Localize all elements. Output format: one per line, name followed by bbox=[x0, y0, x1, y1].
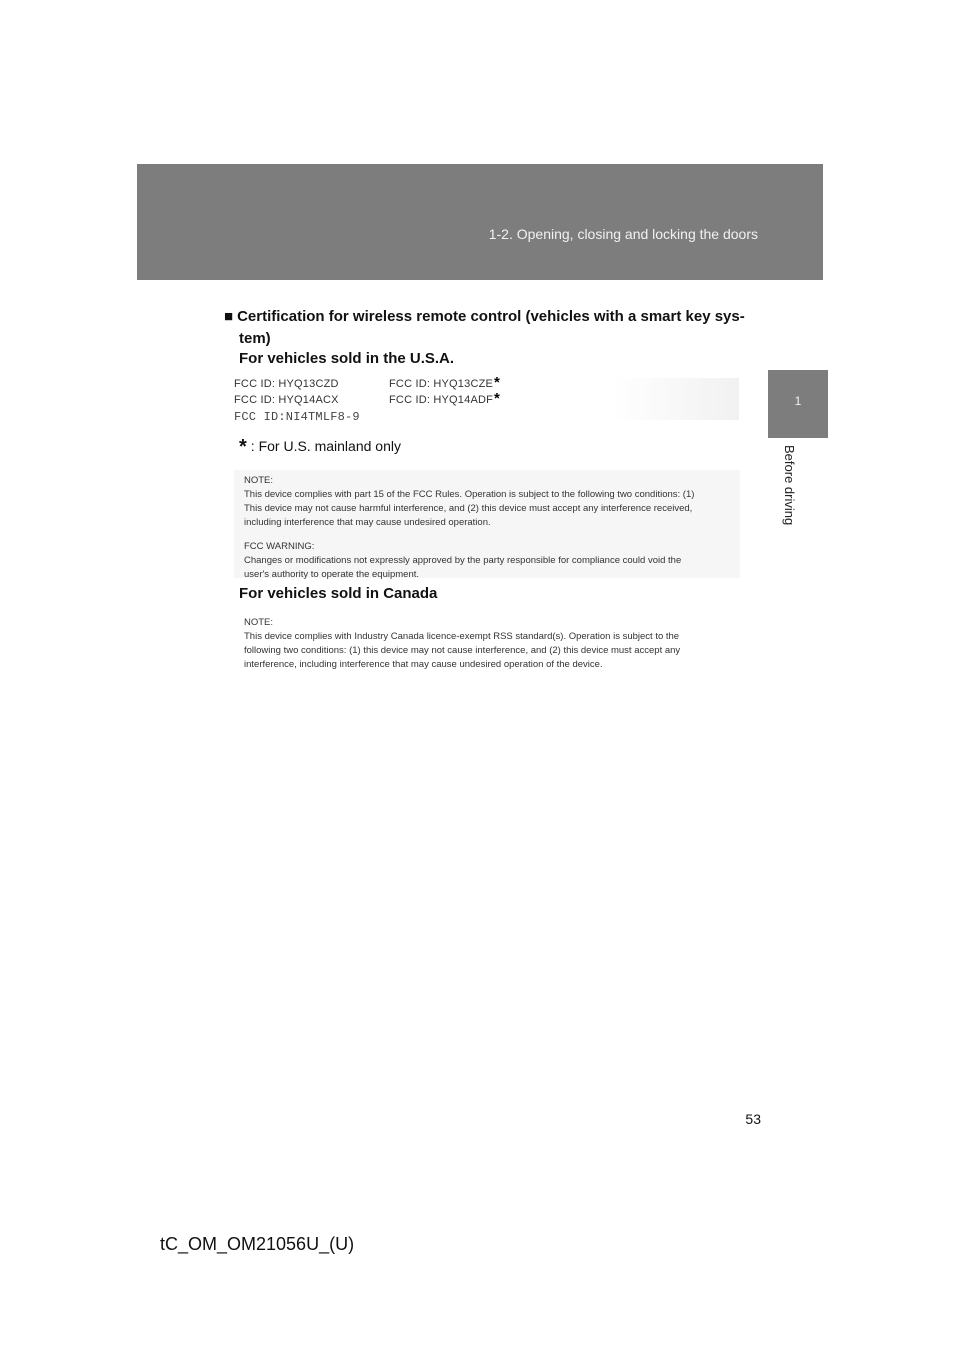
section-title: 1-2. Opening, closing and locking the doors bbox=[488, 226, 758, 242]
chapter-number: 1 bbox=[794, 394, 802, 408]
heading-line-2: tem) bbox=[239, 330, 271, 347]
fcc-id-3: FCC ID: HYQ14ACX bbox=[234, 394, 339, 406]
fcc-id-4: FCC ID: HYQ14ADF bbox=[389, 394, 494, 406]
section-header-band bbox=[137, 164, 823, 280]
note-line: This device may not cause harmful interference, and (2) this device must accept any interference received, bbox=[244, 503, 693, 514]
square-bullet-icon: ■ bbox=[224, 308, 234, 325]
fcc-id-image bbox=[232, 372, 739, 426]
note-title: NOTE: bbox=[244, 617, 274, 628]
chapter-tab bbox=[768, 370, 828, 438]
note-line: This device complies with Industry Canada licence-exempt RSS standard(s). Operation is subject to the bbox=[244, 631, 680, 642]
heading-line-1: Certification for wireless remote control (vehicles with a smart key sys- bbox=[237, 308, 745, 325]
footnote-text: : For U.S. mainland only bbox=[250, 438, 401, 454]
warning-line: Changes or modifications not expressly approved by the party responsible for compliance could void the bbox=[244, 555, 682, 566]
fcc-id-2: FCC ID: HYQ13CZE bbox=[389, 378, 494, 390]
certification-heading bbox=[224, 306, 764, 350]
note-line: following two conditions: (1) this device may not cause interference, and (2) this device must accept any bbox=[244, 645, 681, 656]
fcc-id-5: FCC ID:NI4TMLF8-9 bbox=[234, 410, 360, 424]
footnote bbox=[239, 434, 401, 457]
note-title: NOTE: bbox=[244, 475, 274, 486]
footnote-asterisk: * bbox=[239, 436, 247, 458]
canada-notice bbox=[234, 612, 740, 678]
note-line: interference, including interference that may cause undesired operation of the device. bbox=[244, 659, 603, 670]
note-line: including interference that may cause undesired operation. bbox=[244, 517, 491, 528]
usa-notice bbox=[234, 470, 740, 578]
chapter-label: Before driving bbox=[782, 445, 797, 526]
note-line: This device complies with part 15 of the FCC Rules. Operation is subject to the following two conditions: (1) bbox=[244, 489, 695, 500]
document-code: tC_OM_OM21056U_(U) bbox=[160, 1234, 355, 1254]
asterisk-mark: * bbox=[494, 390, 500, 407]
page-number: 53 bbox=[745, 1111, 761, 1127]
canada-heading: For vehicles sold in Canada bbox=[239, 585, 438, 602]
warning-line: user's authority to operate the equipment. bbox=[244, 569, 420, 580]
warning-title: FCC WARNING: bbox=[244, 541, 315, 552]
fcc-id-1: FCC ID: HYQ13CZD bbox=[234, 378, 339, 390]
asterisk-mark: * bbox=[494, 374, 500, 391]
usa-heading: For vehicles sold in the U.S.A. bbox=[239, 350, 455, 367]
